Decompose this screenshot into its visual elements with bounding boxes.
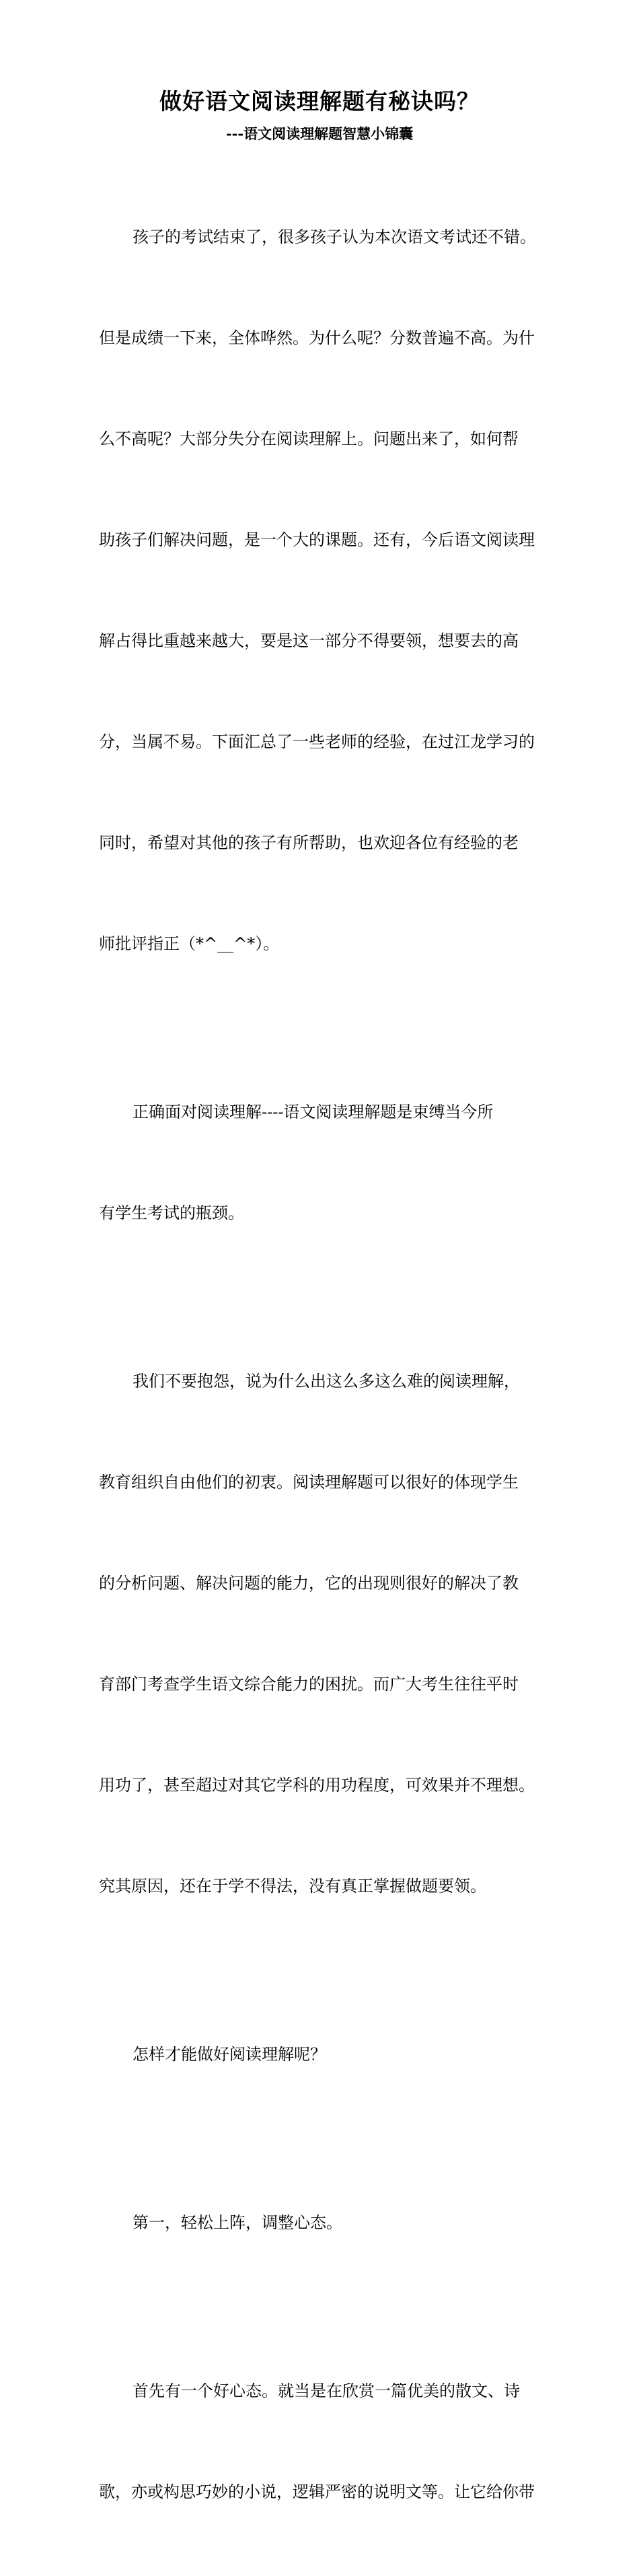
paragraph-line: 正确面对阅读理解----语文阅读理解题是束缚当今所 bbox=[133, 1103, 494, 1121]
paragraph-2 bbox=[99, 1028, 548, 1297]
paragraph-6 bbox=[99, 2307, 548, 2576]
paragraph-1 bbox=[99, 153, 548, 1028]
paragraph-3 bbox=[99, 1297, 548, 1970]
paragraph-line: 助孩子们解决问题，是一个大的课题。还有，今后语文阅读理 bbox=[99, 530, 535, 549]
paragraph-4 bbox=[99, 1970, 548, 2138]
paragraph-line: 用功了，甚至超过对其它学科的用功程度，可效果并不理想。 bbox=[99, 1776, 535, 1795]
paragraph-line: 但是成绩一下来，全体哗然。为什么呢？分数普遍不高。为什 bbox=[99, 328, 535, 347]
paragraph-line: 育部门考查学生语文综合能力的困扰。而广大考生往往平时 bbox=[99, 1675, 519, 1694]
paragraph-line: 么不高呢？大部分失分在阅读理解上。问题出来了，如何帮 bbox=[99, 429, 519, 448]
paragraph-line: 分，当属不易。下面汇总了一些老师的经验，在过江龙学习的 bbox=[99, 732, 535, 751]
document-subtitle: ---语文阅读理解题智慧小锦囊 bbox=[225, 125, 414, 142]
paragraph-line: 首先有一个好心态。就当是在欣赏一篇优美的散文、诗 bbox=[133, 2381, 520, 2400]
paragraph-line: 解占得比重越来越大，要是这一部分不得要领，想要去的高 bbox=[99, 631, 519, 650]
paragraph-line: 孩子的考试结束了，很多孩子认为本次语文考试还不错。 bbox=[133, 228, 536, 246]
paragraph-line: 怎样才能做好阅读理解呢？ bbox=[133, 2045, 326, 2064]
paragraph-5 bbox=[99, 2138, 548, 2307]
document-body bbox=[99, 153, 548, 2576]
paragraph-line: 究其原因，还在于学不得法，没有真正掌握做题要领。 bbox=[99, 1877, 486, 1895]
document-title: 做好语文阅读理解题有秘诀吗？ bbox=[159, 88, 480, 114]
paragraph-line: 歌，亦或构思巧妙的小说，逻辑严密的说明文等。让它给你带 bbox=[99, 2482, 535, 2501]
paragraph-line: 教育组织自由他们的初衷。阅读理解题可以很好的体现学生 bbox=[99, 1473, 519, 1492]
paragraph-line: 的分析问题、解决问题的能力，它的出现则很好的解决了教 bbox=[99, 1574, 519, 1593]
paragraph-line: 有学生考试的瓶颈。 bbox=[99, 1204, 244, 1222]
paragraph-line: 师批评指正（*^__^*）。 bbox=[99, 934, 280, 953]
paragraph-line: 我们不要抱怨，说为什么出这么多这么难的阅读理解， bbox=[133, 1372, 520, 1391]
paragraph-line: 同时，希望对其他的孩子有所帮助，也欢迎各位有经验的老 bbox=[99, 833, 519, 852]
paragraph-line: 第一，轻松上阵，调整心态。 bbox=[133, 2213, 342, 2232]
